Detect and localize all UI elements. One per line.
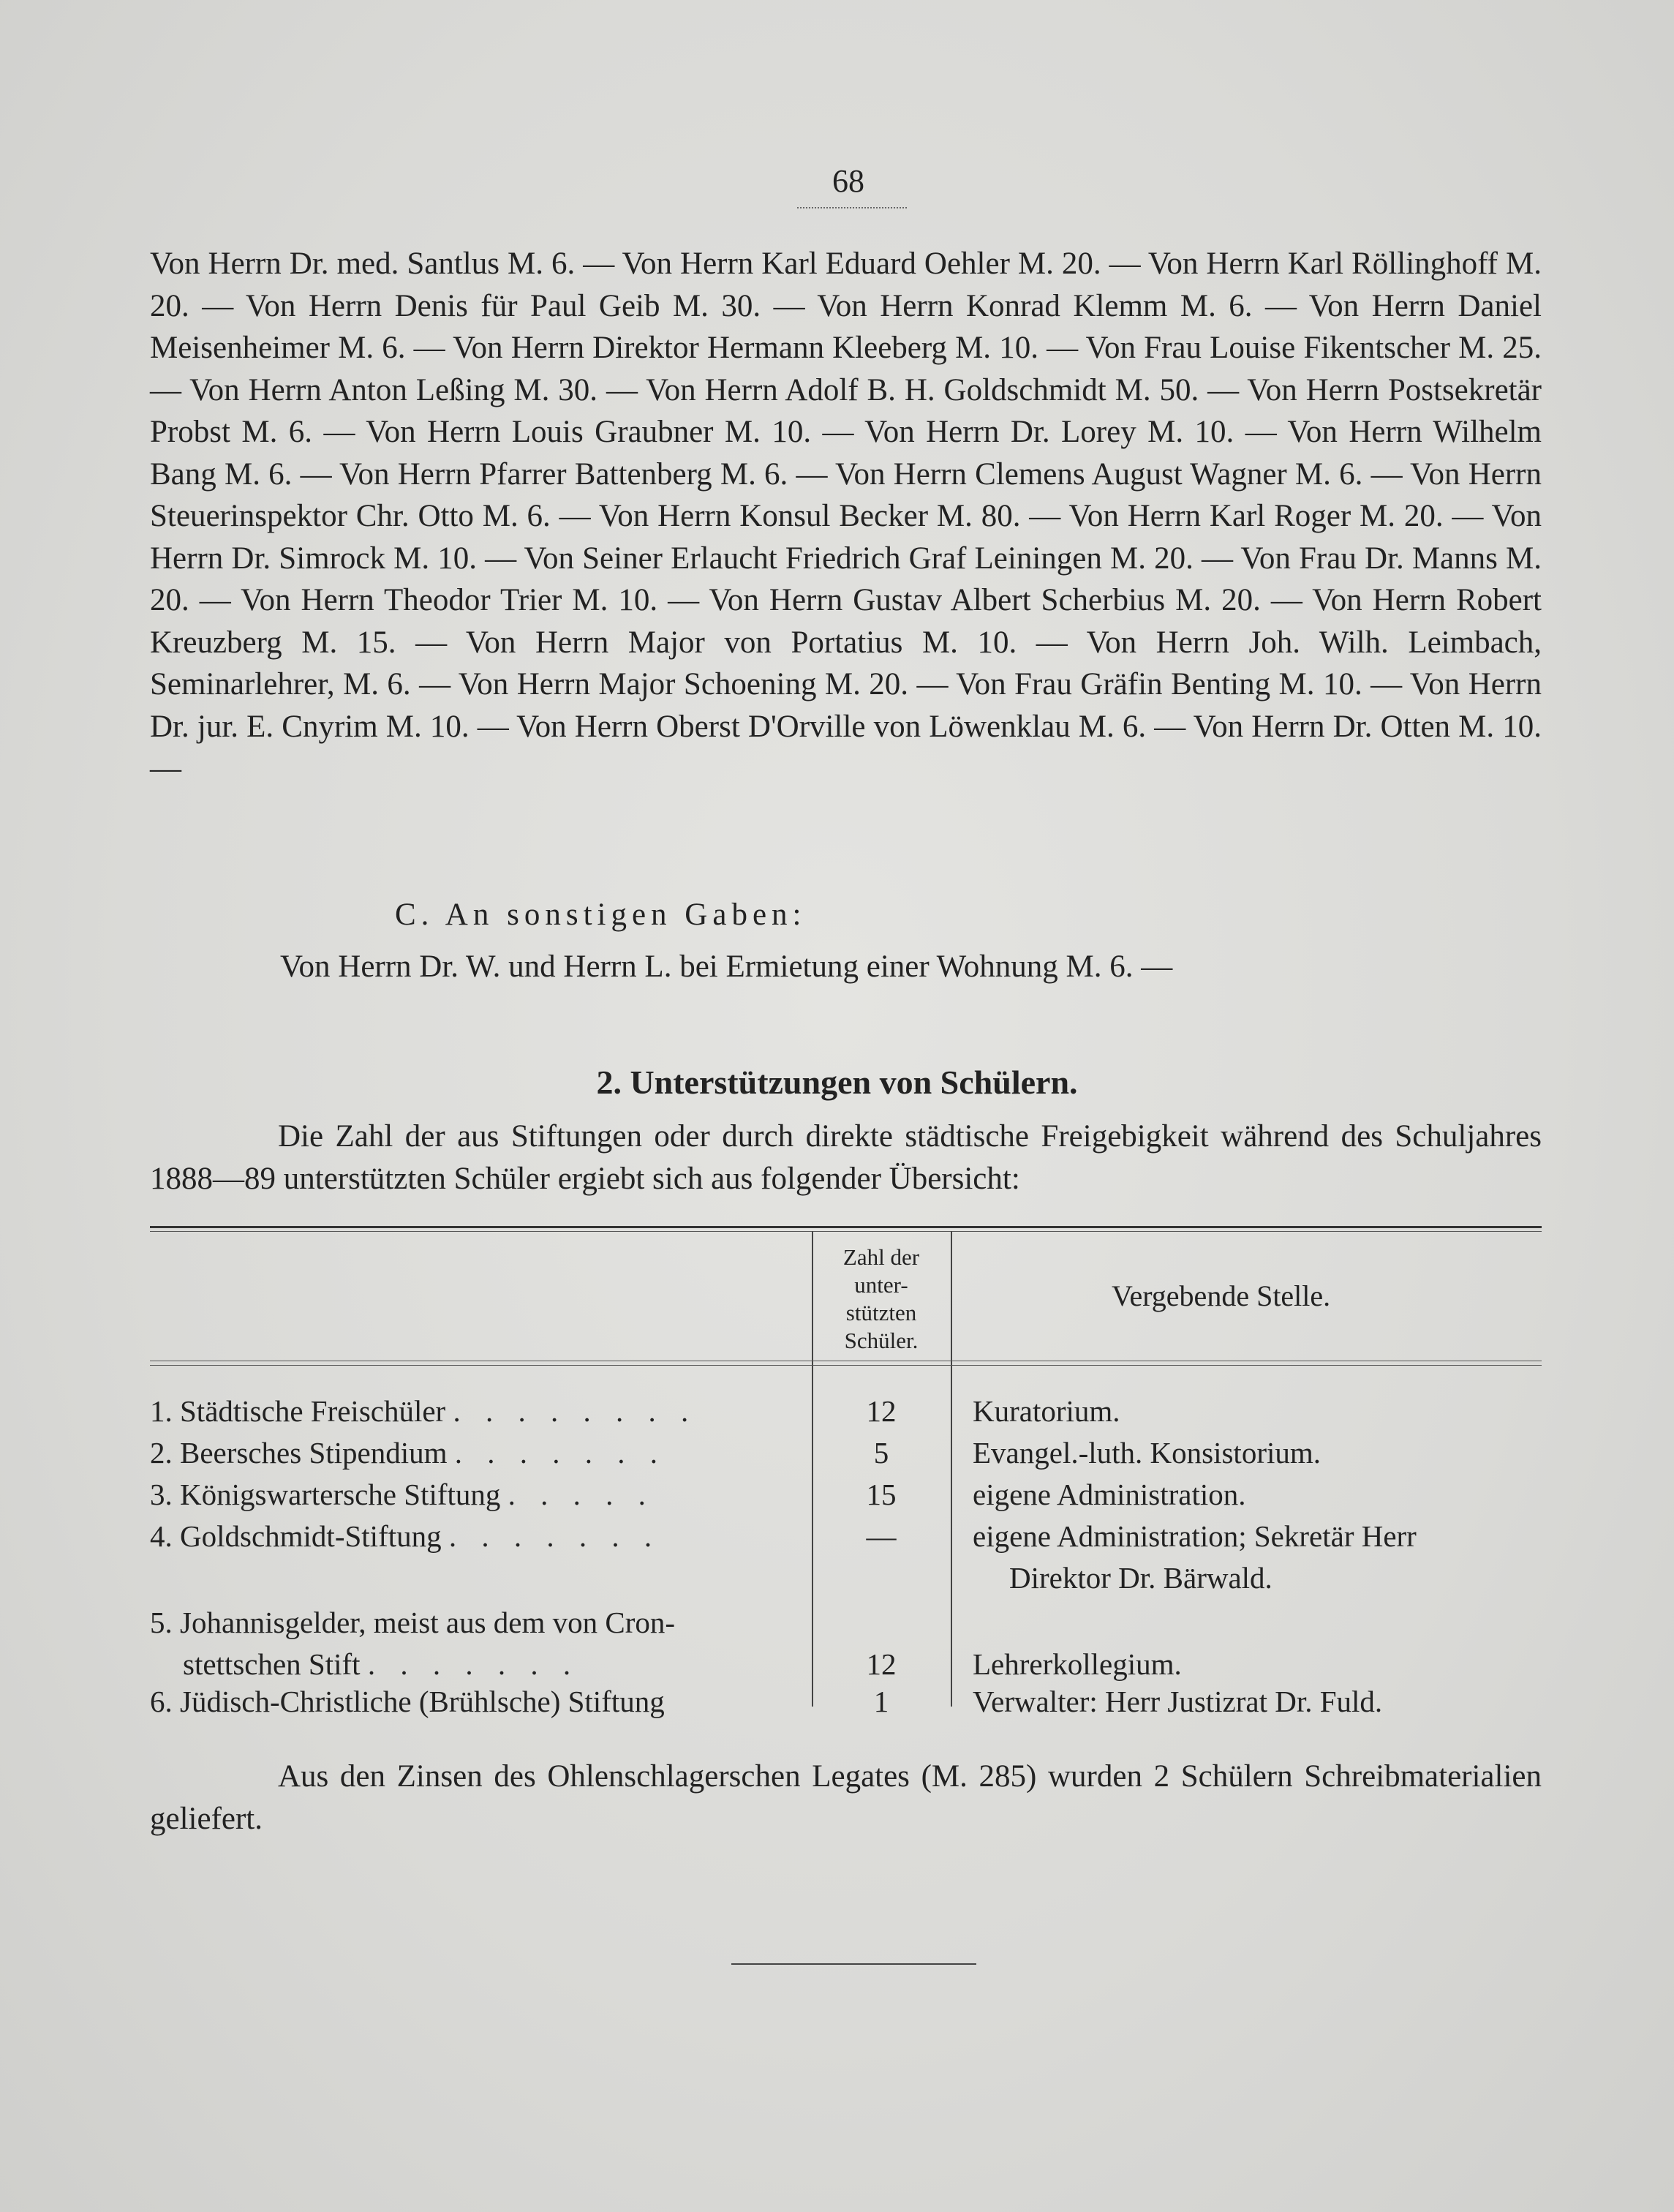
table-row-stelle: Kuratorium.: [973, 1394, 1120, 1428]
table-row-count: 15: [866, 1478, 897, 1511]
table-row-name: 6. Jüdisch-Christliche (Brühlsche) Stiftung: [150, 1685, 665, 1718]
table-top-rule: [150, 1226, 1542, 1228]
table-header-count-line: Zahl der: [842, 1244, 920, 1270]
table-row-stelle: eigene Administration.: [973, 1478, 1246, 1511]
table-row-stelle-continued: Direktor Dr. Bärwald.: [1009, 1561, 1273, 1595]
table-row-name: 5. Johannisgelder, meist aus dem von Cron-: [150, 1606, 676, 1639]
table-row-stelle: Lehrerkollegium.: [973, 1647, 1182, 1681]
table-row-stelle: Evangel.-luth. Konsistorium.: [973, 1436, 1322, 1470]
table-row-name: 4. Goldschmidt-Stiftung . . . . . . .: [150, 1519, 661, 1553]
table-row-count: 1: [873, 1685, 889, 1718]
donations-paragraph: Von Herrn Dr. med. Santlus M. 6. — Von Herrn Karl Eduard Oehler M. 20. — Von Herrn Karl Röllinghoff M. 20. — Von Herrn Denis für Paul Geib M. 30. — Von Herrn Konrad Klemm M. 6. — Von Herrn Daniel Meisenheimer M. 6. — Von Herrn Direktor Hermann Kleeberg M. 10. — Von Frau Louise Fikentscher M. 25. — Von Herrn Anton Leßing M. 30. — Von Herrn Adolf B. H. Goldschmidt M. 50. — Von Herrn Postsekretär Probst M. 6. — Von Herrn Louis Graubner M. 10. — Von Herrn Dr. Lorey M. 10. — Von Herrn Wilhelm Bang M. 6. — Von Herrn Pfarrer Battenberg M. 6. — Von Herrn Clemens August Wagner M. 6. — Von Herrn Steuerinspektor Chr. Otto M. 6. — Von Herrn Konsul Becker M. 80. — Von Herrn Karl Roger M. 20. — Von Herrn Dr. Simrock M. 10. — Von Seiner Erlaucht Friedrich Graf Leiningen M. 20. — Von Frau Dr. Manns M. 20. — Von Herrn Theodor Trier M. 10. — Von Herrn Gustav Albert Scherbius M. 20. — Von Herrn Robert Kreuzberg M. 15. — Von Herrn Major von Portatius M. 10. — Von Herrn Joh. Wilh. Leimbach, Seminarlehrer, M. 6. — Von Herrn Major Schoening M. 20. — Von Frau Gräfin Benting M. 10. — Von Herrn Dr. jur. E. Cnyrim M. 10. — Von Herrn Oberst D'Orville von Löwenklau M. 6. — Von Herrn Dr. Otten M. 10. —: [150, 247, 1542, 786]
closing-paragraph: Aus den Zinsen des Ohlenschlagerschen Legates (M. 285) wurden 2 Schülern Schreibmaterialien geliefert.: [150, 1759, 1542, 1836]
page-number-underline: [797, 207, 907, 208]
table-row-stelle: eigene Administration; Sekretär Herr: [973, 1519, 1417, 1553]
section-c-title: C. An sonstigen Gaben:: [395, 898, 807, 932]
table-row-count: 5: [873, 1436, 889, 1470]
page-number: 68: [832, 163, 864, 199]
section-intro: Die Zahl der aus Stiftungen oder durch direkte städtische Freigebigkeit während des Schuljahres 1888—89 unterstützten Schüler ergiebt sich aus folgender Übersicht:: [150, 1119, 1542, 1196]
section-heading: 2. Unterstützungen von Schülern.: [596, 1064, 1078, 1101]
table-header-count-line: stützten: [845, 1300, 917, 1325]
table-header-rule-thin: [150, 1365, 1542, 1366]
table-row-name: 2. Beersches Stipendium . . . . . . .: [150, 1436, 667, 1470]
table-row-name: 3. Königswartersche Stiftung . . . . .: [150, 1478, 655, 1511]
table-header-stelle: Vergebende Stelle.: [1112, 1279, 1331, 1312]
end-rule: [731, 1963, 976, 1965]
table-row-count: —: [866, 1519, 897, 1553]
table-row-name: 1. Städtische Freischüler . . . . . . . .: [150, 1394, 698, 1428]
table-header-count-line: unter-: [854, 1272, 908, 1298]
table-header-count-line: Schüler.: [844, 1328, 919, 1353]
table-row-count: 12: [866, 1647, 897, 1681]
table-column-divider: [951, 1231, 952, 1707]
table-top-rule-thin: [150, 1231, 1542, 1232]
table-row-count: 12: [866, 1394, 897, 1428]
table-row-stelle: Verwalter: Herr Justizrat Dr. Fuld.: [973, 1685, 1383, 1718]
table-header-count: [812, 1244, 951, 1355]
section-c-text: Von Herrn Dr. W. und Herrn L. bei Ermietung einer Wohnung M. 6. —: [280, 949, 1173, 984]
table-row-name-continued: stettschen Stift . . . . . . .: [183, 1647, 580, 1681]
